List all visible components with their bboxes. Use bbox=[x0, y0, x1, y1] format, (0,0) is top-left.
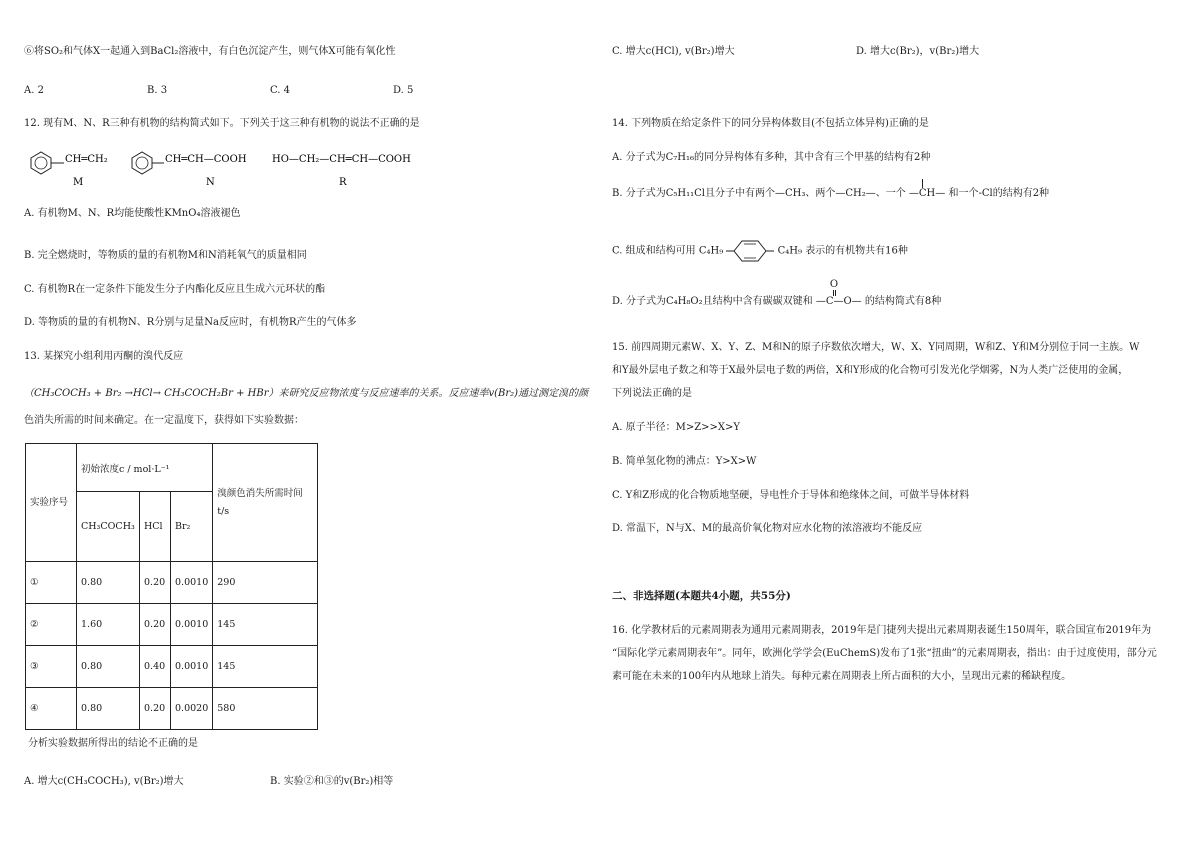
q15-option-c[interactable]: C. Y和Z形成的化合物质地坚硬，导电性介于导体和绝缘体之间，可做半导体材料 bbox=[612, 490, 970, 501]
benzene-para-icon bbox=[726, 239, 774, 263]
q13-option-a[interactable]: A. 增大c(CH₃COCH₃), v(Br₂)增大 bbox=[24, 776, 184, 787]
q15-option-b[interactable]: B. 简单氢化物的沸点：Y>X>W bbox=[612, 456, 757, 467]
q13-option-b[interactable]: B. 实验②和③的v(Br₂)相等 bbox=[270, 776, 394, 787]
q15-stem-line3: 下列说法正确的是 bbox=[612, 388, 692, 399]
cell-hcl: 0.40 bbox=[140, 646, 171, 688]
cell-br2: 0.0010 bbox=[171, 604, 213, 646]
cell-time: 145 bbox=[213, 646, 318, 688]
ch-group: —CH— bbox=[909, 188, 945, 200]
q14-option-b[interactable] bbox=[612, 188, 1049, 200]
header-acetone: CH₃COCH₃ bbox=[77, 492, 140, 562]
q14-c-text-2: 表示的有机物共有16种 bbox=[805, 245, 908, 257]
q14-option-d[interactable] bbox=[612, 279, 942, 308]
q14-d-text-2: 的结构简式有8种 bbox=[864, 296, 942, 307]
q14-b-text-2: 和一个-Cl的结构有2种 bbox=[948, 188, 1050, 199]
q14-b-text: B. 分子式为C₅H₁₁Cl且分子中有两个—CH₃、两个—CH₂—、一个 bbox=[612, 188, 906, 199]
table-row bbox=[26, 688, 318, 730]
q12-option-a[interactable]: A. 有机物M、N、R均能使酸性KMnO₄溶液褪色 bbox=[24, 208, 241, 219]
cell-br2: 0.0010 bbox=[171, 562, 213, 604]
q13-option-c[interactable]: C. 增大c(HCl), v(Br₂)增大 bbox=[612, 46, 735, 57]
q13-equation: （CH₃COCH₃ + Br₂ →HCl→ CH₃COCH₂Br + HBr）来研究反应物浓度与反应速率的关系。反应速率v(Br₂)通过测定溴的颜 bbox=[24, 388, 589, 399]
q16-line1: 16. 化学教材后的元素周期表为通用元素周期表，2019年是门捷列夫提出元素周期表诞生150周年，联合国宣布2019年为 bbox=[612, 625, 1152, 636]
m-formula: CH═CH₂ bbox=[65, 154, 108, 165]
cell-exp-no: ④ bbox=[26, 688, 77, 730]
q13-option-d[interactable]: D. 增大c(Br₂)，v(Br₂)增大 bbox=[856, 46, 980, 57]
q12-option-c[interactable]: C. 有机物R在一定条件下能发生分子内酯化反应且生成六元环状的酯 bbox=[24, 284, 326, 295]
header-hcl: HCl bbox=[140, 492, 171, 562]
q11-option-d[interactable]: D. 5 bbox=[393, 85, 414, 96]
q13-equation-line2: 色消失所需的时间来确定。在一定温度下，获得如下实验数据： bbox=[24, 415, 304, 426]
q13-stem: 13. 某探究小组利用丙酮的溴代反应 bbox=[24, 351, 184, 362]
q16-line2: “国际化学元素周期表年”。同年，欧洲化学学会(EuChemS)发布了1张“扭曲”的元素周期表，指出：由于过度使用，部分元 bbox=[612, 648, 1157, 659]
carbonyl-o: O bbox=[829, 279, 839, 290]
q12-option-d[interactable]: D. 等物质的量的有机物N、R分别与足量Na反应时，有机物R产生的气体多 bbox=[24, 317, 357, 328]
cell-br2: 0.0010 bbox=[171, 646, 213, 688]
benzene-ring-n bbox=[132, 152, 164, 174]
header-time: 溴颜色消失所需时间t/s bbox=[213, 444, 318, 562]
label-r: R bbox=[339, 177, 347, 188]
table-row bbox=[26, 604, 318, 646]
q16-line3: 素可能在未来的100年内从地球上消失。每种元素在周期表上所占面积的大小，呈现出元素的稀缺程度。 bbox=[612, 671, 1072, 682]
label-m: M bbox=[73, 177, 84, 188]
q14-stem: 14. 下列物质在给定条件下的同分异构体数目(不包括立体异构)正确的是 bbox=[612, 118, 929, 129]
section-2-title: 二、非选择题(本题共4小题，共55分) bbox=[612, 590, 791, 602]
c4h9-right: C₄H₉ bbox=[777, 245, 802, 257]
q12-stem: 12. 现有M、N、R三种有机物的结构简式如下。下列关于这三种有机物的说法不正确的是 bbox=[24, 118, 420, 129]
q14-d-text: D. 分子式为C₄H₈O₂且结构中含有碳碳双键和 bbox=[612, 296, 813, 307]
q11-option-a[interactable]: A. 2 bbox=[24, 85, 44, 96]
table-row bbox=[26, 562, 318, 604]
q14-c-text: C. 组成和结构可用 bbox=[612, 245, 696, 257]
cell-time: 145 bbox=[213, 604, 318, 646]
cell-hcl: 0.20 bbox=[140, 604, 171, 646]
table-row bbox=[26, 646, 318, 688]
cell-exp-no: ① bbox=[26, 562, 77, 604]
c4h9-left: C₄H₉ bbox=[698, 245, 724, 257]
ester-group: O —C—O— bbox=[815, 279, 862, 307]
experiment-table bbox=[25, 443, 318, 730]
q15-stem-line1: 15. 前四周期元素W、X、Y、Z、M和N的原子序数依次增大，W、X、Y同周期，W和Z、Y和M分别位于同一主族。W bbox=[612, 342, 1140, 353]
cell-acetone: 0.80 bbox=[77, 688, 140, 730]
label-n: N bbox=[206, 177, 215, 188]
q15-stem-line2: 和Y最外层电子数之和等于X最外层电子数的两倍，X和Y形成的化合物可引发光化学烟雾，N为人类广泛使用的金属， bbox=[612, 365, 1129, 376]
q13-tail: 分析实验数据所得出的结论不正确的是 bbox=[28, 738, 198, 749]
cell-hcl: 0.20 bbox=[140, 562, 171, 604]
q12-structures bbox=[24, 140, 454, 192]
q15-option-d[interactable]: D. 常温下，N与X、M的最高价氧化物对应水化物的浓溶液均不能反应 bbox=[612, 523, 923, 534]
benzene-ring-m bbox=[31, 152, 64, 174]
cell-acetone: 0.80 bbox=[77, 646, 140, 688]
double-bond bbox=[833, 290, 836, 296]
header-exp-no: 实验序号 bbox=[26, 444, 77, 562]
cell-time: 290 bbox=[213, 562, 318, 604]
ch-bond-line bbox=[922, 179, 923, 188]
header-br2: Br₂ bbox=[171, 492, 213, 562]
cell-acetone: 0.80 bbox=[77, 562, 140, 604]
q14-option-c[interactable] bbox=[612, 239, 908, 263]
q12-option-b[interactable]: B. 完全燃烧时，等物质的量的有机物M和N消耗氧气的质量相同 bbox=[24, 250, 307, 261]
cell-exp-no: ③ bbox=[26, 646, 77, 688]
n-formula: CH═CH—COOH bbox=[165, 154, 247, 165]
q11-statement-6: ⑥将SO₂和气体X一起通入到BaCl₂溶液中，有白色沉淀产生，则气体X可能有氧化性 bbox=[24, 46, 396, 57]
header-initial-conc: 初始浓度c / mol·L⁻¹ bbox=[77, 444, 213, 492]
cell-hcl: 0.20 bbox=[140, 688, 171, 730]
cell-time: 580 bbox=[213, 688, 318, 730]
q14-option-a[interactable]: A. 分子式为C₇H₁₆的同分异构体有多种，其中含有三个甲基的结构有2种 bbox=[612, 152, 931, 163]
r-formula: HO—CH₂—CH═CH—COOH bbox=[272, 154, 411, 165]
cell-exp-no: ② bbox=[26, 604, 77, 646]
cell-acetone: 1.60 bbox=[77, 604, 140, 646]
q11-option-b[interactable]: B. 3 bbox=[147, 85, 168, 96]
q11-option-c[interactable]: C. 4 bbox=[270, 85, 291, 96]
q15-option-a[interactable]: A. 原子半径：M>Z>>X>Y bbox=[612, 422, 741, 433]
cell-br2: 0.0020 bbox=[171, 688, 213, 730]
